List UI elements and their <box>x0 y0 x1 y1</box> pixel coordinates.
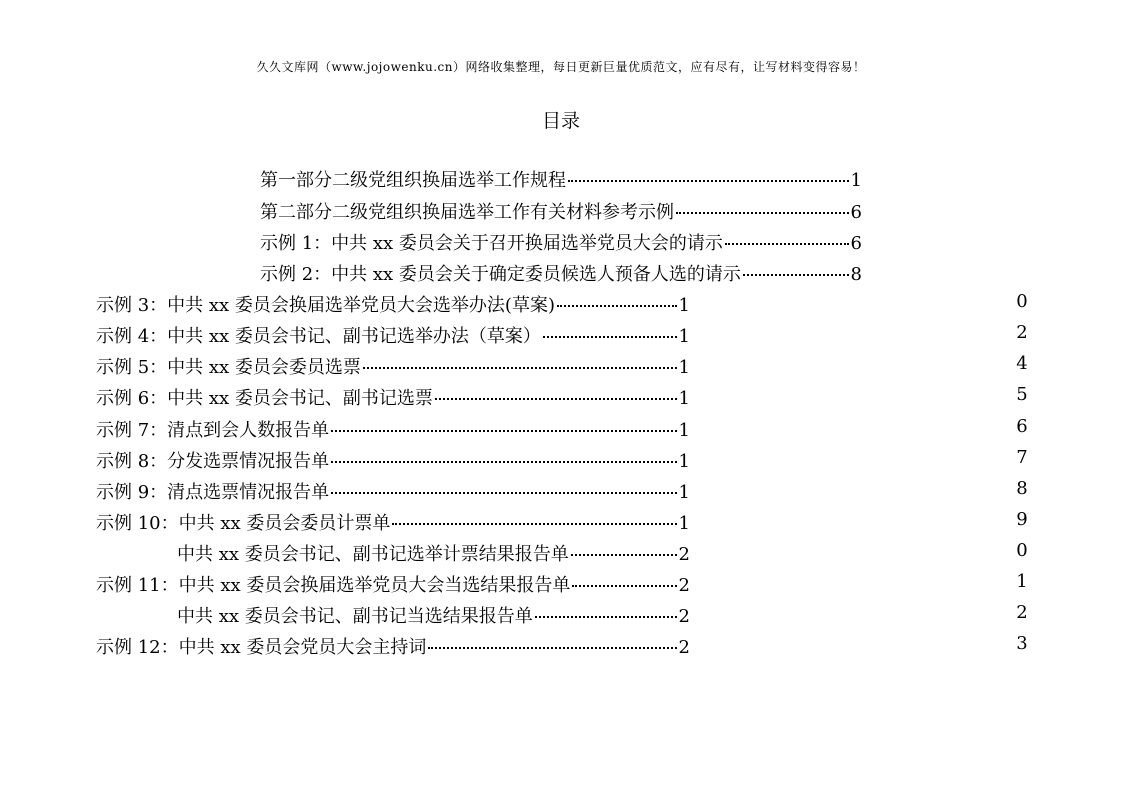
toc-leader-dots <box>543 336 677 338</box>
toc-leader-dots <box>331 492 676 494</box>
toc-entry-page-tail: 4 <box>1016 353 1028 374</box>
toc-entry-page-tail: 7 <box>1016 447 1028 468</box>
toc-entry-label: 示例 11：中共 xx 委员会换届选举党员大会当选结果报告单 <box>96 575 571 596</box>
toc-leader-dots <box>435 398 677 400</box>
toc-entry-page-tail: 0 <box>1016 540 1028 561</box>
toc-entry-page-tail: 0 <box>1016 291 1028 312</box>
toc-leader-dots <box>331 430 676 432</box>
toc-entry-page: 2 <box>678 575 690 596</box>
toc-leader-dots <box>392 523 676 525</box>
toc-entry-label: 示例 1：中共 xx 委员会关于召开换届选举党员大会的请示 <box>260 233 723 254</box>
toc-entry-page-tail: 9 <box>1016 509 1028 530</box>
toc-entry-label: 示例 6：中共 xx 委员会书记、副书记选票 <box>96 388 433 409</box>
toc-entry-page: 1 <box>678 295 690 316</box>
toc-entry-5[interactable] <box>96 291 690 317</box>
toc-entry-label: 示例 5：中共 xx 委员会委员选票 <box>96 357 361 378</box>
toc-entry-page: 2 <box>678 606 690 627</box>
toc-entry-15[interactable] <box>177 602 690 628</box>
toc-leader-dots <box>743 274 849 276</box>
toc-leader-dots <box>676 212 849 214</box>
toc-entry-page: 1 <box>678 420 690 441</box>
toc-leader-dots <box>535 616 677 618</box>
toc-leader-dots <box>331 461 676 463</box>
toc-entry-page: 6 <box>850 202 862 223</box>
toc-entry-1[interactable] <box>260 166 862 192</box>
toc-entry-page-tail: 6 <box>1016 416 1028 437</box>
toc-entry-page: 2 <box>678 637 690 658</box>
toc-leader-dots <box>571 554 677 556</box>
toc-entry-label: 示例 12：中共 xx 委员会党员大会主持词 <box>96 637 427 658</box>
toc-entry-page-tail: 2 <box>1016 322 1028 343</box>
toc-entry-8[interactable] <box>96 384 690 410</box>
toc-entry-page: 1 <box>678 513 690 534</box>
toc-leader-dots <box>557 305 677 307</box>
toc-entry-4[interactable] <box>260 260 862 286</box>
toc-entry-page-tail: 3 <box>1016 633 1028 654</box>
toc-entry-label: 示例 10：中共 xx 委员会委员计票单 <box>96 513 391 534</box>
toc-entry-7[interactable] <box>96 353 690 379</box>
toc-entry-page-tail: 5 <box>1016 384 1028 405</box>
toc-entry-label: 示例 8：分发选票情况报告单 <box>96 451 330 472</box>
toc-entry-page: 8 <box>850 264 862 285</box>
toc-entry-page: 1 <box>678 388 690 409</box>
toc-entry-label: 第二部分二级党组织换届选举工作有关材料参考示例 <box>260 202 674 223</box>
toc-leader-dots <box>725 243 849 245</box>
toc-entry-10[interactable] <box>96 447 690 473</box>
toc-entry-12[interactable] <box>96 509 690 535</box>
toc-title: 目录 <box>541 110 580 132</box>
toc-entry-label: 中共 xx 委员会书记、副书记选举计票结果报告单 <box>177 544 569 565</box>
toc-entry-page: 1 <box>678 451 690 472</box>
toc-entry-page: 2 <box>678 544 690 565</box>
toc-entry-2[interactable] <box>260 198 862 224</box>
toc-entry-3[interactable] <box>260 229 862 255</box>
toc-entry-label: 中共 xx 委员会书记、副书记当选结果报告单 <box>177 606 533 627</box>
toc-entry-page-tail: 1 <box>1016 571 1028 592</box>
toc-entry-13[interactable] <box>177 540 690 566</box>
toc-entry-label: 示例 7：清点到会人数报告单 <box>96 420 330 441</box>
toc-entry-label: 示例 3：中共 xx 委员会换届选举党员大会选举办法(草案) <box>96 295 555 316</box>
toc-leader-dots <box>363 367 677 369</box>
toc-entry-page: 1 <box>678 326 690 347</box>
toc-entry-16[interactable] <box>96 633 690 659</box>
toc-entry-label: 示例 4：中共 xx 委员会书记、副书记选举办法（草案） <box>96 326 541 347</box>
toc-leader-dots <box>572 585 676 587</box>
toc-entry-label: 第一部分二级党组织换届选举工作规程 <box>260 170 566 191</box>
toc-leader-dots <box>568 180 849 182</box>
toc-entry-9[interactable] <box>96 416 690 442</box>
toc-entry-page-tail: 2 <box>1016 602 1028 623</box>
toc-entry-label: 示例 9：清点选票情况报告单 <box>96 482 330 503</box>
toc-entry-page: 1 <box>850 170 862 191</box>
toc-entry-page: 1 <box>678 482 690 503</box>
header-note: 久久文库网（www.jojowenku.cn）网络收集整理，每日更新巨量优质范文，应有尽有，让写材料变得容易！ <box>256 60 866 74</box>
toc-entry-11[interactable] <box>96 478 690 504</box>
toc-entry-page-tail: 8 <box>1016 478 1028 499</box>
toc-entry-6[interactable] <box>96 322 690 348</box>
toc-entry-label: 示例 2：中共 xx 委员会关于确定委员候选人预备人选的请示 <box>260 264 741 285</box>
toc-leader-dots <box>428 647 676 649</box>
toc-entry-page: 6 <box>850 233 862 254</box>
toc-entry-14[interactable] <box>96 571 690 597</box>
toc-entry-page: 1 <box>678 357 690 378</box>
